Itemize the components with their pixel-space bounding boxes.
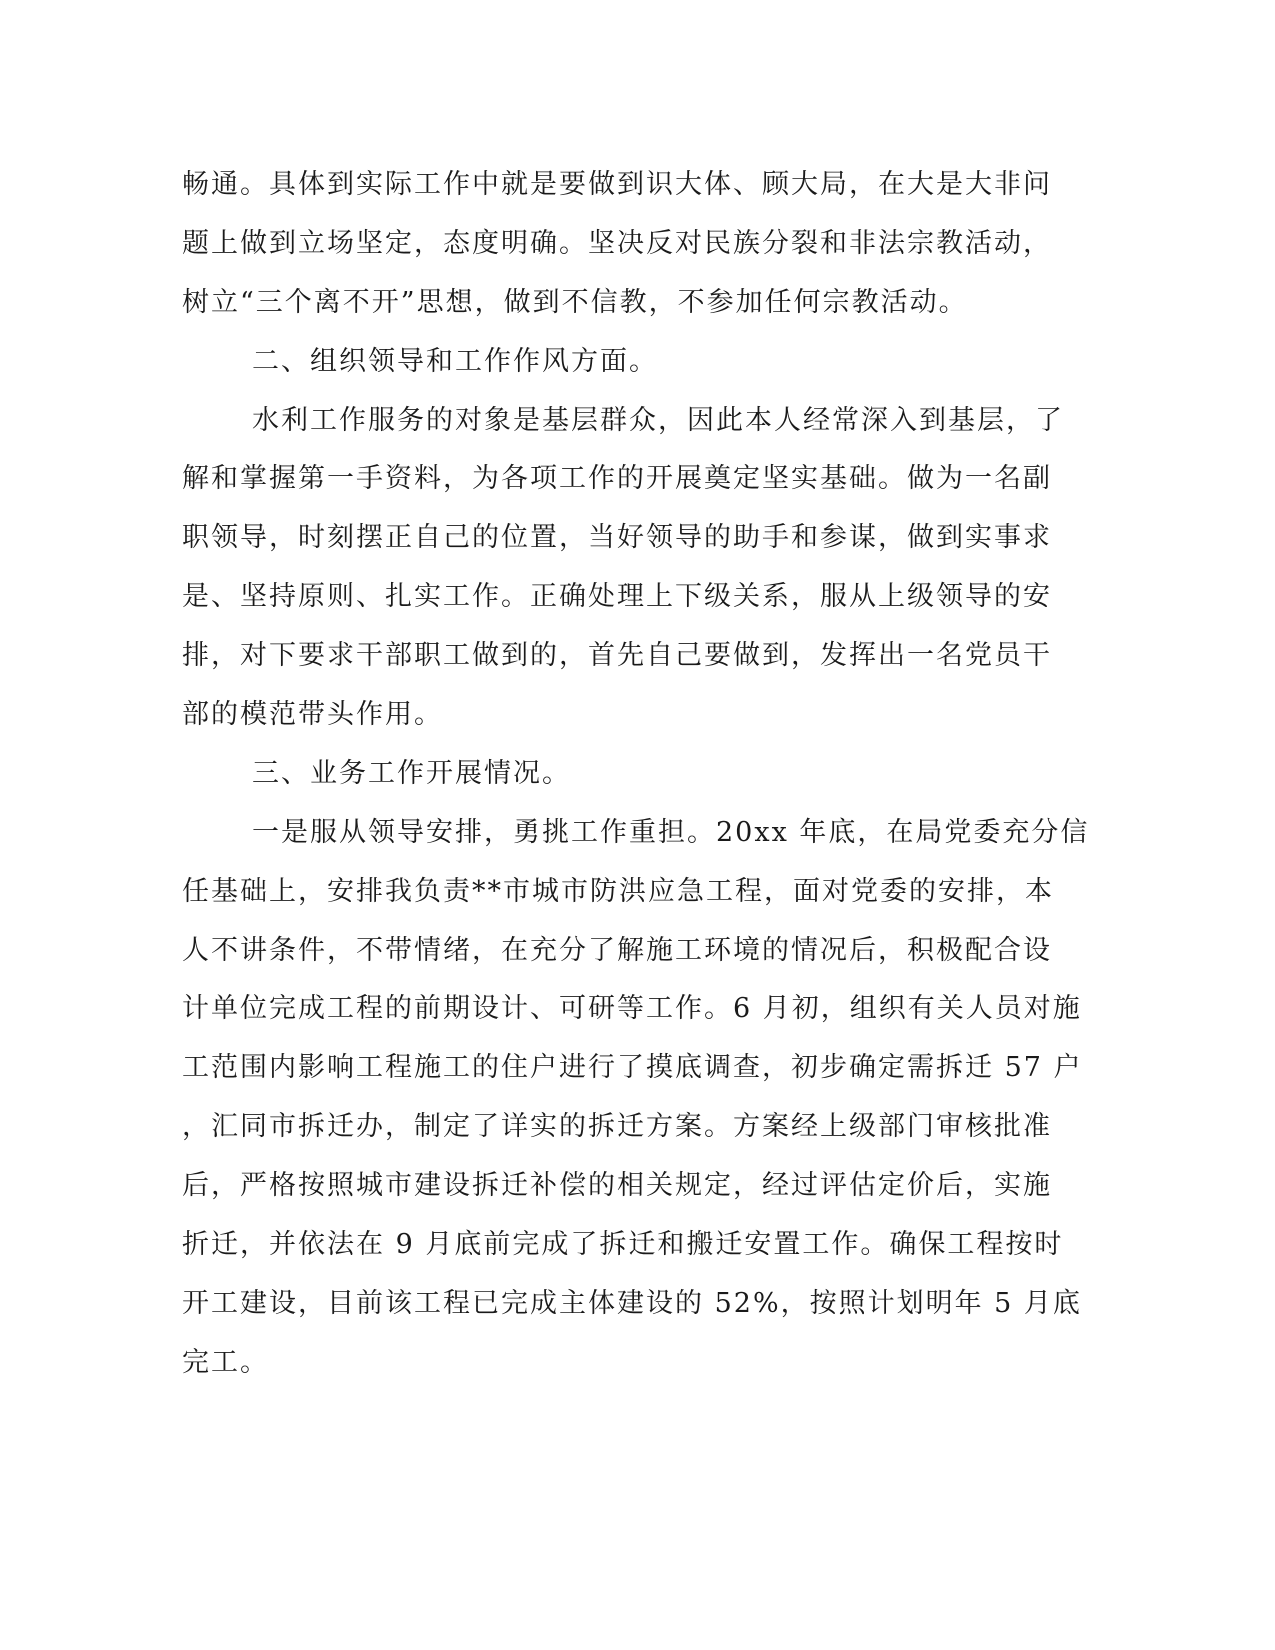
text-line: 后，严格按照城市建设拆迁补偿的相关规定，经过评估定价后，实施 (182, 1170, 1052, 1202)
text-line: 排，对下要求干部职工做到的，首先自己要做到，发挥出一名党员干 (182, 640, 1052, 672)
text-line: 开工建设，目前该工程已完成主体建设的 52%，按照计划明年 5 月底 (182, 1287, 1082, 1319)
text-line: 任基础上，安排我负责**市城市防洪应急工程，面对党委的安排，本 (182, 875, 1054, 907)
text-line: 畅通。具体到实际工作中就是要做到识大体、顾大局，在大是大非问 (182, 169, 1052, 200)
text-line: 完工。 (182, 1346, 269, 1378)
paragraph-start: 一是服从领导安排，勇挑工作重担。20xx 年底，在局党委充分信 (252, 816, 1090, 848)
section-heading: 二、组织领导和工作作风方面。 (252, 345, 658, 377)
document-body (182, 156, 1090, 1393)
text-line: 题上做到立场坚定，态度明确。坚决反对民族分裂和非法宗教活动， (182, 227, 1052, 259)
text-line: 是、坚持原则、扎实工作。正确处理上下级关系，服从上级领导的安 (182, 581, 1052, 613)
text-line: 折迁，并依法在 9 月底前完成了拆迁和搬迁安置工作。确保工程按时 (182, 1229, 1064, 1261)
section-heading: 三、业务工作开展情况。 (252, 757, 571, 789)
text-line: 部的模范带头作用。 (182, 699, 443, 731)
text-line: 树立“三个离不开”思想，做到不信教，不参加任何宗教活动。 (182, 286, 968, 318)
paragraph-start: 水利工作服务的对象是基层群众，因此本人经常深入到基层，了 (252, 404, 1064, 436)
text-line: 计单位完成工程的前期设计、可研等工作。6 月初，组织有关人员对施 (182, 993, 1082, 1025)
text-line: 解和掌握第一手资料，为各项工作的开展奠定坚实基础。做为一名副 (182, 463, 1052, 495)
text-line: ，汇同市拆迁办，制定了详实的拆迁方案。方案经上级部门审核批准 (182, 1111, 1052, 1143)
text-line: 职领导，时刻摆正自己的位置，当好领导的助手和参谋，做到实事求 (182, 522, 1052, 554)
text-line: 工范围内影响工程施工的住户进行了摸底调查，初步确定需拆迁 57 户 (182, 1052, 1083, 1084)
text-line: 人不讲条件，不带情绪，在充分了解施工环境的情况后，积极配合设 (182, 934, 1052, 966)
